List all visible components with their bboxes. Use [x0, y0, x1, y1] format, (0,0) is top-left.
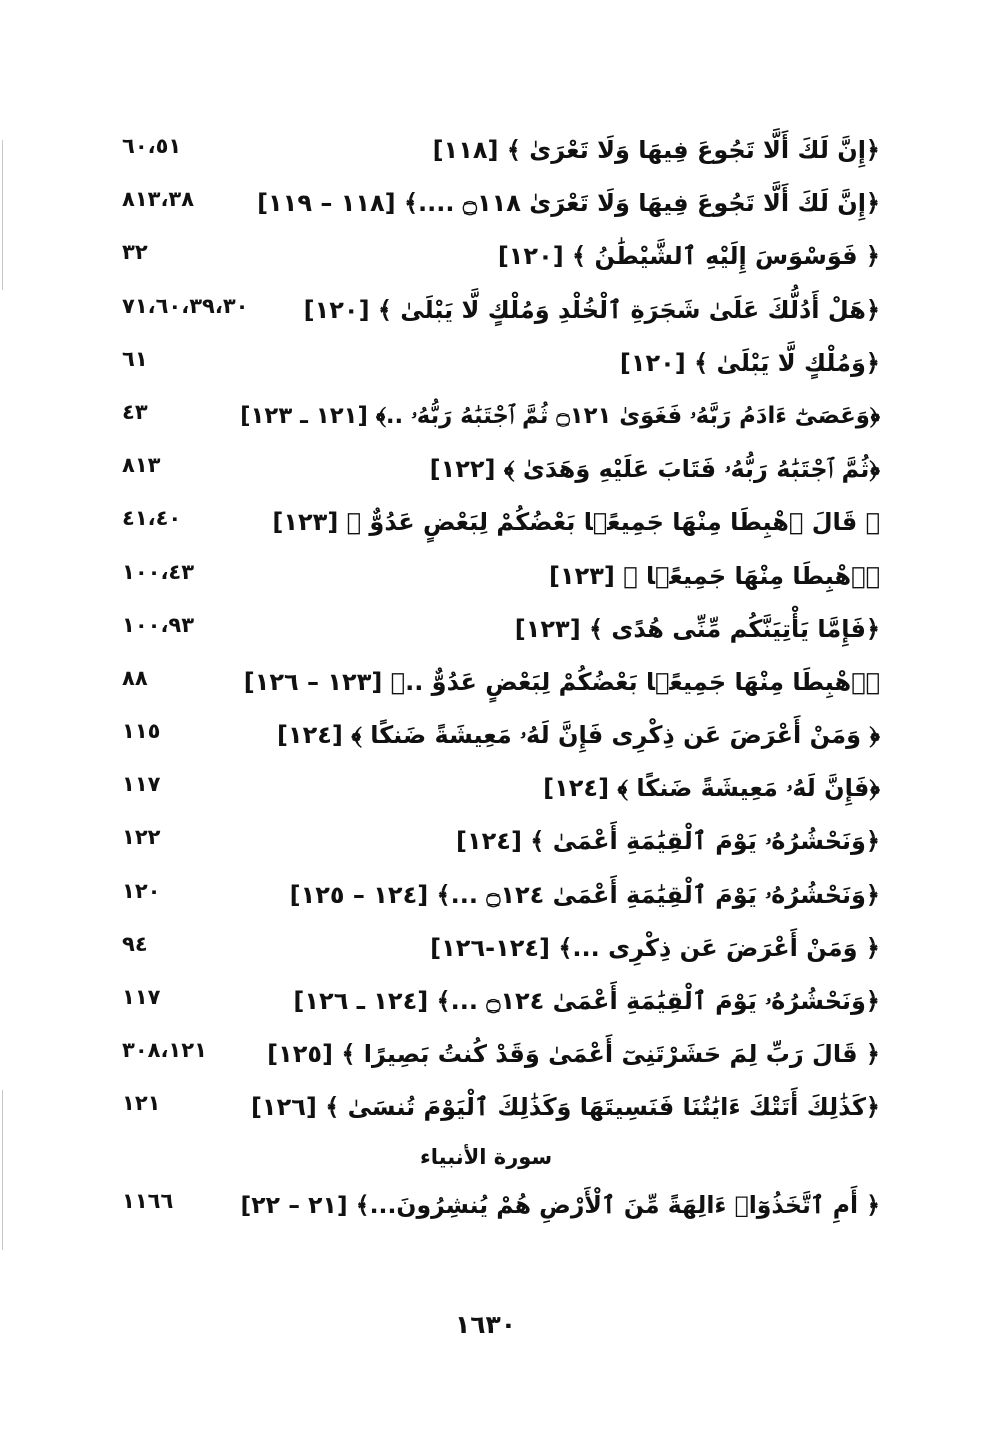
- verse-text: ﴿هَلْ أَدُلُّكَ عَلَىٰ شَجَرَةِ ٱلْخُلْدِ وَمُلْكٍ لَّا يَبْلَىٰ ﴾ [١٢٠]: [303, 295, 880, 324]
- index-row: [110, 1085, 880, 1138]
- verse-text: ﴿وَمُلْكٍ لَّا يَبْلَىٰ ﴾ [١٢٠]: [619, 348, 880, 377]
- index-row: [110, 288, 880, 341]
- page-references: ١١٧: [122, 985, 161, 1009]
- page-references: ٦٠،٥١: [122, 134, 182, 158]
- page-references: ٣٠٨،١٢١: [122, 1038, 207, 1063]
- page-references: ١٢٢: [122, 825, 161, 850]
- surah-heading: [110, 1139, 880, 1183]
- page-references: ١٠٠،٩٣: [122, 612, 195, 637]
- page-references: ٦١: [122, 346, 148, 371]
- page-references: ١١٦٦: [122, 1188, 174, 1213]
- page-references: ٨٨: [122, 665, 148, 690]
- verse-text: ﴿ٱهْبِطَا مِنْهَا جَمِيعًۢا بَعْضُكُمْ لِبَعْضٍ عَدُوٌّ ..﴾ [١٢٣ – ١٢٦]: [243, 667, 880, 696]
- verse-text: ﴿ٱهْبِطَا مِنْهَا جَمِيعًۢا ﴾ [١٢٣]: [548, 561, 880, 590]
- page-references: ٧١،٦٠،٣٩،٣٠: [122, 293, 249, 318]
- verse-text: ﴿ قَالَ رَبِّ لِمَ حَشَرْتَنِىٓ أَعْمَىٰ وَقَدْ كُنتُ بَصِيرًا ﴾ [١٢٥]: [267, 1040, 880, 1069]
- verse-text: ﴿وَنَحْشُرُهُۥ يَوْمَ ٱلْقِيَٰمَةِ أَعْمَىٰ ﴾ [١٢٤]: [456, 827, 880, 856]
- index-row: [110, 128, 880, 181]
- verse-text: ﴿ أَمِ ٱتَّخَذُوٓا۟ ءَالِهَةً مِّنَ ٱلْأَرْضِ هُمْ يُنشِرُونَ...﴾ [٢١ – ٢٢]: [240, 1190, 880, 1219]
- surah-title: سورة الأنبياء: [420, 1144, 553, 1169]
- index-row: [110, 660, 880, 713]
- page-references: ١٢٠: [122, 878, 161, 903]
- index-row: [110, 447, 880, 500]
- scan-edge-mark: [2, 1090, 3, 1250]
- verse-index-list: [110, 128, 880, 1236]
- verse-text: ﴿ فَوَسْوَسَ إِلَيْهِ ٱلشَّيْطَٰنُ ﴾ [١٢٠]: [497, 242, 880, 271]
- verse-text: ﴿وَنَحْشُرُهُۥ يَوْمَ ٱلْقِيَٰمَةِ أَعْمَىٰ ۝١٢٤ ...﴾ [١٢٤ – ١٢٥]: [289, 880, 880, 909]
- verse-text: ﴿إِنَّ لَكَ أَلَّا تَجُوعَ فِيهَا وَلَا تَعْرَىٰ ۝١١٨ ....﴾ [١١٨ – ١١٩]: [257, 189, 880, 218]
- page-references: ٨١٣،٣٨: [122, 187, 195, 212]
- page-references: ١٢١: [122, 1091, 161, 1116]
- verse-text: ﴿وَعَصَىٰٓ ءَادَمُ رَبَّهُۥ فَغَوَىٰ ۝١٢١ ثُمَّ ٱجْتَبَٰهُ رَبُّهُۥ ..﴾ [١٢١ ـ ١٢٣]: [240, 402, 880, 429]
- index-row: [110, 1183, 880, 1236]
- page-references: ٩٤: [122, 931, 148, 956]
- page-references: ٣٢: [122, 240, 148, 265]
- page-references: ١١٧: [122, 772, 161, 797]
- index-row: [110, 394, 880, 447]
- index-row: [110, 181, 880, 234]
- page-references: ٤٣: [122, 399, 148, 424]
- page-references: ١٠٠،٤٣: [122, 559, 195, 584]
- index-row: [110, 873, 880, 926]
- index-row: [110, 819, 880, 872]
- index-row: [110, 341, 880, 394]
- verse-text: ﴿فَإِنَّ لَهُۥ مَعِيشَةً ضَنكًا ﴾ [١٢٤]: [543, 774, 880, 803]
- index-row: [110, 234, 880, 287]
- verse-text: ﴿ وَمَنْ أَعْرَضَ عَن ذِكْرِى فَإِنَّ لَهُۥ مَعِيشَةً ضَنكًا ﴾ [١٢٤]: [276, 721, 880, 750]
- verse-text: ﴿فَإِمَّا يَأْتِيَنَّكُم مِّنِّى هُدًى ﴾ [١٢٣]: [514, 614, 880, 643]
- index-row: [110, 1032, 880, 1085]
- verse-text: ﴿إِنَّ لَكَ أَلَّا تَجُوعَ فِيهَا وَلَا تَعْرَىٰ ﴾ [١١٨]: [432, 136, 880, 164]
- page-references: ٤١،٤٠: [122, 506, 182, 531]
- verse-text: ﴿كَذَٰلِكَ أَتَتْكَ ءَايَٰتُنَا فَنَسِيتَهَا وَكَذَٰلِكَ ٱلْيَوْمَ تُنسَىٰ ﴾ [١٢٦]: [250, 1093, 880, 1122]
- page-references: ٨١٣: [122, 453, 161, 478]
- page-number: ١٦٣٠: [455, 1310, 517, 1339]
- index-row: [110, 926, 880, 979]
- page-references: ١١٥: [122, 719, 161, 744]
- scan-edge-mark: [2, 140, 3, 290]
- index-row: [110, 554, 880, 607]
- index-row: [110, 607, 880, 660]
- index-row: [110, 979, 880, 1032]
- index-row: [110, 766, 880, 819]
- index-row: [110, 713, 880, 766]
- verse-text: ﴿ وَمَنْ أَعْرَضَ عَن ذِكْرِى ...﴾ [١٢٤-١٢٦]: [430, 933, 880, 962]
- verse-text: ﴿ قَالَ ٱهْبِطَا مِنْهَا جَمِيعًۢا بَعْضُكُمْ لِبَعْضٍ عَدُوٌّ ﴾ [١٢٣]: [272, 508, 880, 537]
- verse-text: ﴿وَنَحْشُرُهُۥ يَوْمَ ٱلْقِيَٰمَةِ أَعْمَىٰ ۝١٢٤ ...﴾ [١٢٤ ـ ١٢٦]: [293, 987, 880, 1015]
- verse-text: ﴿ثُمَّ ٱجْتَبَٰهُ رَبُّهُۥ فَتَابَ عَلَيْهِ وَهَدَىٰ ﴾ [١٢٢]: [429, 455, 880, 484]
- index-row: [110, 500, 880, 553]
